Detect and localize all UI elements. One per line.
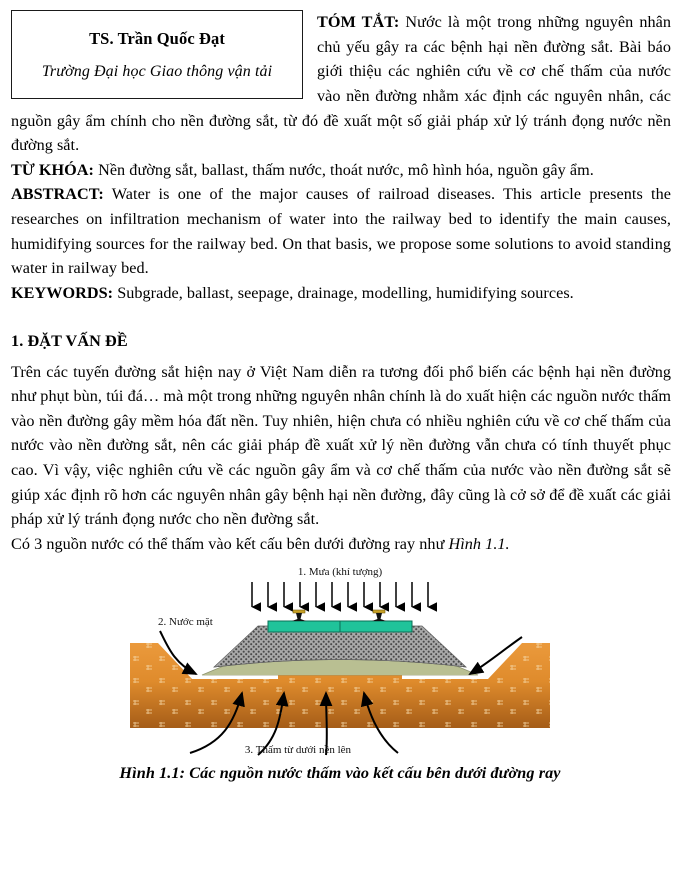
body-paragraph-1: Trên các tuyến đường sắt hiện nay ở Việt Nam diễn ra tương đối phổ biến các bệnh hại nền đường như phụt bùn, túi đá… mà một trong những nguyên nhân chính là do xuất hiện các nguồn nước thấm vào nền đường gây mềm hóa đất nền. Tuy nhiên, hiện chưa có nhiều nghiên cứu về cơ chế thấm của nước vào nền đường sắt, nên các giải pháp đề xuất xử lý nền đường vẫn chưa có tính thuyết phục cao. Vì vậy, việc nghiên cứu về các nguồn gây ẩm và cơ chế thấm của nước vào nền đường sắt sẽ giúp xác định rõ hơn các nguyên nhân gây bệnh hại nền đường, đây cũng là cở sở để đề xuất các giải pháp xử lý tránh đọng nước cho nền đường sắt. [11, 362, 671, 529]
keywords-english-text: Subgrade, ballast, seepage, drainage, modelling, humidifying sources. [113, 283, 574, 302]
keywords-english [11, 281, 671, 306]
author-affiliation: Trường Đại học Giao thông vận tải [41, 62, 273, 80]
figure-canvas-wrap [0, 563, 680, 758]
figure-caption: Hình 1.1: Các nguồn nước thấm vào kết cấu bên dưới đường ray [119, 763, 561, 782]
figure-reference: Hình 1.1. [448, 534, 510, 553]
keywords-vietnamese-text: Nền đường sắt, ballast, thấm nước, thoát nước, mô hình hóa, nguồn gây ẩm. [93, 160, 594, 179]
figure-1-1 [0, 563, 680, 783]
heading-spacer [0, 351, 680, 360]
body-zone [0, 360, 680, 557]
figure-label-rising-damp: 3. Thấm từ dưới nền lên [244, 743, 352, 756]
abstract-english-text: Water is one of the major causes of railroad diseases. This article presents the researches on infiltration mechanism of water into the railway bed to identify the main causes, humidifying sources for the railway bed. On that basis, we propose some solutions to avoid standing water in railway bed. [11, 185, 671, 278]
keywords-english-lead: KEYWORDS: [11, 283, 114, 302]
abstract-vietnamese-text: Nước là một trong những nguyên nhân chủ yếu gây ra các bệnh hại nền đường sắt. Bài báo giới thiệu các nghiên cứu về cơ chế thấm của nước vào nền đường nhằm xác định các nguyên nhân, các nguồn gây ẩm chính cho nền đường sắt, từ đó đề xuất một số giải pháp xử lý tránh đọng nước nền đường sắt. [11, 13, 672, 155]
keywords-vietnamese-lead: TỪ KHÓA: [11, 160, 94, 179]
section-heading: 1. ĐẶT VẤN ĐỀ [11, 331, 128, 350]
author-box [11, 10, 303, 99]
body-paragraph-2 [11, 532, 671, 557]
rail-right [372, 610, 386, 621]
keywords-vietnamese [11, 158, 671, 183]
abstract-vietnamese-lead: TÓM TẮT: [317, 13, 400, 31]
figure-label-surface-water: 2. Nước mặt [158, 615, 213, 628]
header-zone [0, 0, 680, 306]
abstract-english [11, 182, 671, 281]
body-paragraph-2-text: Có 3 nguồn nước có thể thấm vào kết cấu bên dưới đường ray như [11, 534, 449, 553]
section-spacer [0, 306, 680, 332]
abstract-english-lead: ABSTRACT: [11, 185, 104, 204]
figure-illustration [130, 563, 550, 758]
rail-left [292, 610, 306, 621]
author-name: TS. Trần Quốc Đạt [89, 28, 225, 48]
rain-arrows-group [252, 582, 428, 607]
figure-label-rain: 1. Mưa (khí tượng) [297, 565, 383, 578]
